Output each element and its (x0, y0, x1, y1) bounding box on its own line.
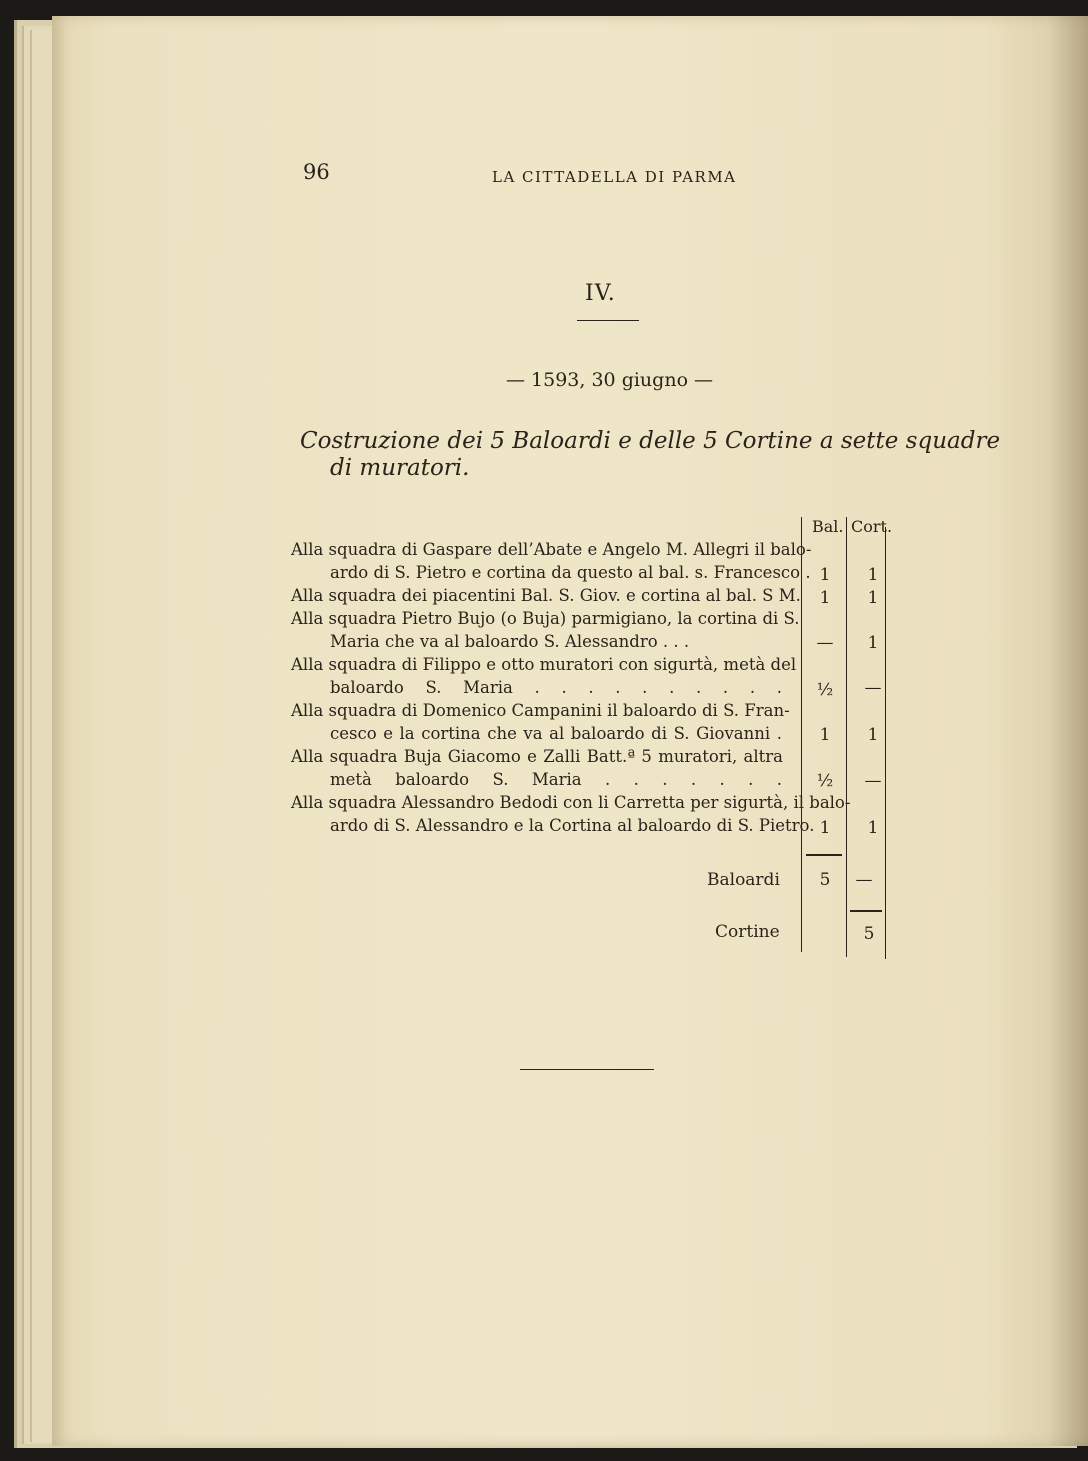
table-column-rule (801, 517, 802, 952)
table-row (291, 584, 801, 607)
total-cort: 5 (863, 924, 875, 944)
heading-rule (577, 320, 639, 321)
table-row (330, 676, 782, 699)
entry-line: Alla squadra Pietro Bujo (o Buja) parmigiano, la cortina di S. (291, 609, 800, 628)
table-row (291, 607, 800, 630)
section-title-line-1: Costruzione dei 5 Baloardi e delle 5 Cortine a sette squadre (300, 428, 1001, 454)
table-column-rule (846, 517, 847, 957)
table-row (291, 653, 797, 676)
page-number: 96 (303, 160, 330, 184)
total-bal: 5 (819, 870, 831, 890)
cell-cort: — (864, 771, 882, 791)
closing-rule (520, 1069, 654, 1070)
table-row (330, 768, 782, 791)
table-row (330, 630, 689, 653)
total-cort-dash: — (855, 870, 873, 890)
sum-rule (850, 910, 882, 912)
running-title: LA CITTADELLA DI PARMA (492, 168, 737, 186)
cell-bal: ½ (816, 771, 834, 791)
total-label-baloardi: Baloardi (707, 870, 780, 890)
section-number: IV. (585, 281, 616, 306)
table-row (330, 814, 815, 837)
cell-bal: 1 (819, 725, 831, 745)
table-row (291, 538, 812, 561)
total-label-cortine: Cortine (715, 922, 780, 942)
section-title-line-2: di muratori. (330, 455, 470, 481)
entry-line: Alla squadra Buja Giacomo e Zalli Batt.ª 5 muratori, altra (291, 747, 783, 766)
cell-bal: — (816, 633, 834, 653)
sum-rule (806, 854, 842, 856)
entry-line: Alla squadra di Domenico Campanini il baloardo di S. Fran- (291, 701, 790, 720)
entry-line: Alla squadra di Gaspare dell’Abate e Angelo M. Allegri il balo- (291, 540, 812, 559)
entry-line: Maria che va al baloardo S. Alessandro . . . (330, 632, 690, 651)
section-date: — 1593, 30 giugno — (506, 369, 714, 391)
cell-cort: — (864, 678, 882, 698)
cell-bal: 1 (819, 818, 831, 838)
entry-line: baloardo S. Maria . . . . . . . . . . (330, 678, 782, 697)
cell-bal: ½ (816, 680, 834, 700)
column-header-cort: Cort. (851, 517, 893, 536)
table-row (330, 722, 782, 745)
entry-line: ardo di S. Pietro e cortina da questo al bal. s. Francesco . (330, 563, 811, 582)
cell-bal: 1 (819, 565, 831, 585)
table-row (291, 791, 851, 814)
cell-cort: 1 (867, 818, 879, 838)
entry-line: Alla squadra di Filippo e otto muratori con sigurtà, metà del (291, 655, 797, 674)
entry-line: Alla squadra dei piacentini Bal. S. Giov. e cortina al bal. S M. (291, 586, 801, 605)
cell-cort: 1 (867, 725, 879, 745)
column-header-bal: Bal. (812, 517, 844, 536)
entry-line: metà baloardo S. Maria . . . . . . . (330, 770, 782, 789)
entry-line: ardo di S. Alessandro e la Cortina al baloardo di S. Pietro. (330, 816, 815, 835)
entry-line: cesco e la cortina che va al baloardo di S. Giovanni . (330, 724, 782, 743)
entry-line: Alla squadra Alessandro Bedodi con li Carretta per sigurtà, il balo- (291, 793, 851, 812)
cell-bal: 1 (819, 588, 831, 608)
table-row (291, 745, 783, 768)
cell-cort: 1 (867, 565, 879, 585)
page-gutter-shadow (1048, 16, 1088, 1446)
cell-cort: 1 (867, 633, 879, 653)
table-row (330, 561, 811, 584)
table-row (291, 699, 790, 722)
cell-cort: 1 (867, 588, 879, 608)
